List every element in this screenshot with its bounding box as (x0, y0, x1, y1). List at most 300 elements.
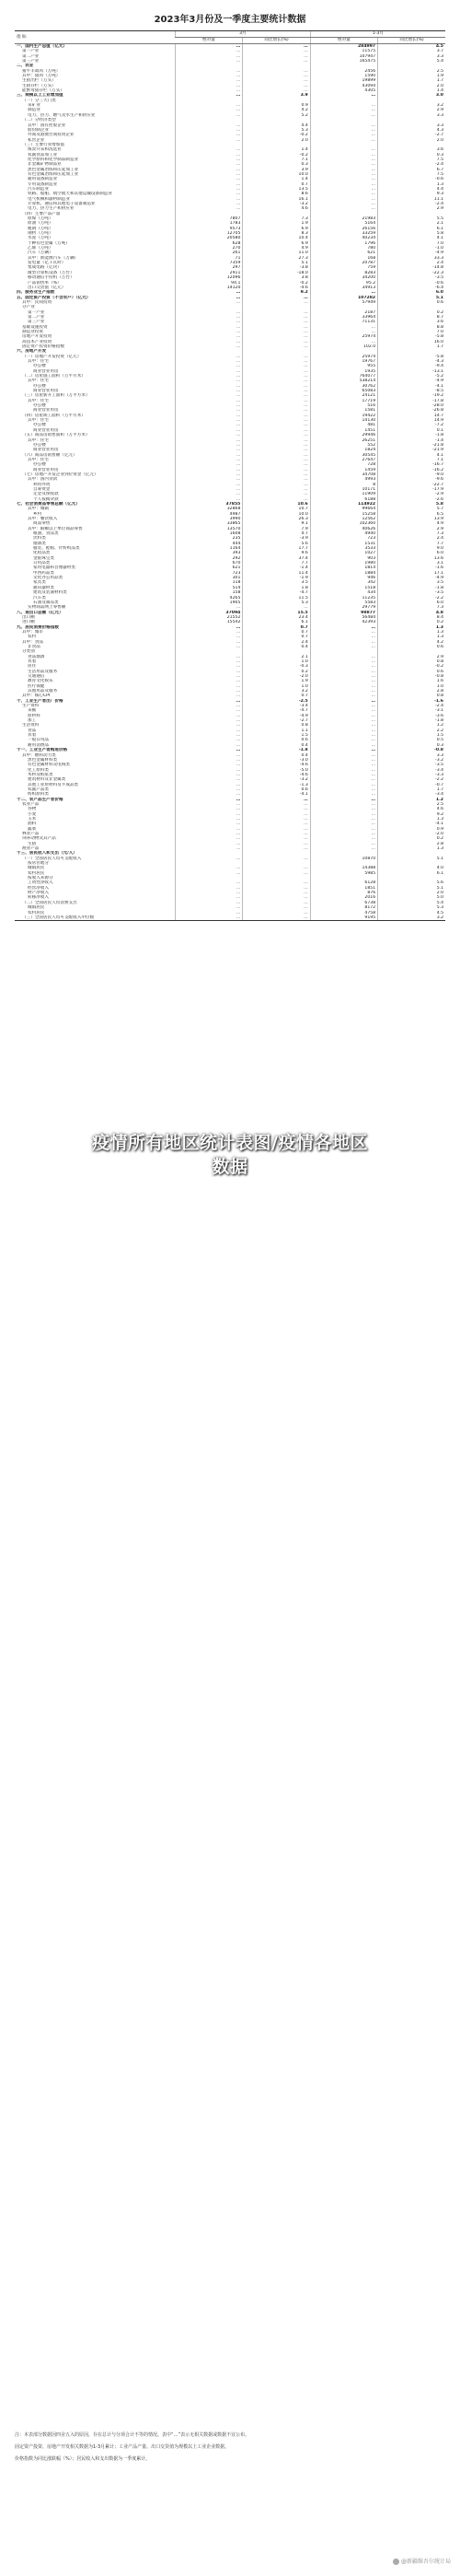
indicator-cell: （二）分经济类型 (22, 118, 56, 123)
q1-growth-cell: -9.0 (378, 472, 445, 477)
statistics-table (15, 30, 445, 921)
q1-absolute-cell: 99664 (310, 507, 377, 511)
march-growth-cell: 17.7 (243, 546, 310, 551)
q1-absolute-cell: 14388 (310, 866, 377, 870)
q1-growth-cell: 2.9 (378, 108, 445, 112)
indicator-cell: 外商及港澳台商投资企业 (28, 133, 75, 138)
indicator-cell: 加工 (28, 718, 37, 724)
march-absolute-cell: … (176, 670, 243, 674)
q1-growth-cell: -3.5 (378, 590, 445, 595)
q1-absolute-cell: 342 (310, 580, 377, 585)
march-absolute-cell: 2911 (176, 271, 243, 275)
q1-growth-cell: 1.2 (378, 723, 445, 728)
march-growth-cell: 0.7 (243, 182, 310, 187)
q1-absolute-cell: 20787 (310, 261, 377, 265)
indicator-cell: 铁路、船舶、航空航天和其他运输设备制造业 (28, 192, 112, 197)
q1-growth-cell: -4.3 (378, 359, 445, 364)
q1-growth-cell: 7.0 (378, 241, 445, 246)
q1-growth-cell: 5.8 (378, 502, 445, 507)
march-absolute-cell: … (176, 374, 243, 379)
q1-absolute-cell: … (310, 846, 377, 851)
indicator-cell: 按常住地分 (28, 861, 49, 867)
march-absolute-cell: … (176, 428, 243, 433)
q1-absolute-cell: … (310, 748, 377, 752)
q1-absolute-cell: 1884 (310, 571, 377, 576)
indicator-cell: 其中：住宅 (28, 418, 49, 424)
march-growth-cell: … (243, 355, 310, 359)
q1-absolute-cell: 284997 (310, 44, 377, 50)
march-absolute-cell: 235 (176, 536, 243, 541)
q1-absolute-cell: … (310, 202, 377, 206)
indicator-cell: 文化办公用品类 (33, 576, 63, 581)
q1-absolute-cell: … (310, 822, 377, 826)
march-absolute-cell: … (176, 832, 243, 836)
q1-growth-cell: -28.0 (378, 403, 445, 408)
march-growth-cell: -2.5 (243, 699, 310, 704)
march-growth-cell: 1.8 (243, 586, 310, 590)
q1-growth-cell: 4.9 (378, 521, 445, 526)
indicator-cell: （四）主要产品产量 (22, 211, 61, 216)
indicator-cell: 固定资产投资价格指数 (22, 344, 64, 349)
q1-growth-cell: -14.8 (378, 265, 445, 270)
q1-absolute-cell: 1796 (310, 241, 377, 246)
march-growth-cell: … (243, 817, 310, 822)
march-growth-cell: 1.9 (243, 679, 310, 683)
march-absolute-cell: … (176, 802, 243, 807)
q1-growth-cell: 2.5 (378, 802, 445, 807)
q1-growth-cell: 0.3 (378, 743, 445, 748)
march-growth-cell: … (243, 384, 310, 389)
q1-absolute-cell: 12562 (310, 517, 377, 521)
march-absolute-cell: 1164 (176, 546, 243, 551)
q1-absolute-cell: 40234 (310, 236, 377, 240)
march-absolute-cell: … (176, 369, 243, 374)
march-growth-cell: … (243, 905, 310, 910)
q1-growth-cell: -1.4 (378, 438, 445, 443)
march-absolute-cell: … (176, 822, 243, 826)
q1-absolute-cell: 1027 (310, 551, 377, 555)
q1-growth-cell: 3.5 (378, 580, 445, 585)
q1-growth-cell: -16.7 (378, 462, 445, 467)
q1-growth-cell: -1.6 (378, 699, 445, 704)
q1-growth-cell: 6.7 (378, 168, 445, 172)
indicator-cell: 通用设备制造业 (28, 177, 58, 182)
indicator-cell: 城镇居民 (28, 905, 45, 911)
march-growth-cell: -4.1 (243, 792, 310, 797)
q1-growth-cell: -4.9 (378, 251, 445, 255)
indicator-cell: 蔬菜 (28, 826, 37, 832)
march-growth-cell: 1.4 (243, 177, 310, 181)
q1-absolute-cell: … (310, 817, 377, 822)
q1-absolute-cell: 34200 (310, 275, 377, 280)
q1-growth-cell: 2.9 (378, 655, 445, 659)
indicator-cell: 粮油、食品类 (33, 531, 59, 537)
table-row (15, 915, 445, 921)
march-absolute-cell: 670 (176, 561, 243, 565)
indicator-cell: 第二产业 (22, 53, 40, 59)
indicator-cell: 商品零售 (33, 521, 51, 527)
march-growth-cell: … (243, 59, 310, 64)
q1-growth-cell: 2.5 (378, 69, 445, 74)
q1-absolute-cell: … (310, 787, 377, 792)
indicator-cell: 衣着 (28, 733, 37, 739)
q1-absolute-cell: … (310, 689, 377, 694)
march-absolute-cell: … (176, 915, 243, 921)
q1-absolute-cell: 168 (310, 256, 377, 261)
indicator-cell: 玉米 (28, 816, 37, 822)
march-growth-cell: 2.1 (243, 655, 310, 659)
q1-growth-cell: 3.6 (378, 147, 445, 152)
march-growth-cell: -3.4 (243, 704, 310, 708)
march-absolute-cell: … (176, 44, 243, 50)
march-absolute-cell: … (176, 714, 243, 718)
march-growth-cell: … (243, 857, 310, 861)
q1-absolute-cell: 5985 (310, 871, 377, 876)
march-growth-cell: 3.9 (243, 93, 310, 98)
march-absolute-cell: … (176, 330, 243, 334)
q1-absolute-cell: 25974 (310, 355, 377, 359)
march-growth-cell: … (243, 379, 310, 383)
q1-growth-cell: 2.1 (378, 221, 445, 226)
march-absolute-cell: … (176, 133, 243, 137)
q1-growth-cell: 14.9 (378, 418, 445, 423)
q1-absolute-cell: 1590 (310, 74, 377, 78)
indicator-cell: 居住 (28, 664, 37, 670)
q1-absolute-cell: … (310, 753, 377, 758)
q1-absolute-cell: … (310, 162, 377, 167)
indicator-cell: 原煤（万吨） (28, 216, 53, 222)
q1-growth-cell: 3.3 (378, 753, 445, 758)
q1-absolute-cell: 30545 (310, 453, 377, 458)
march-growth-cell: 0.7 (243, 630, 310, 635)
indicator-cell: 第一产业 (22, 49, 40, 54)
march-growth-cell: … (243, 477, 310, 482)
march-absolute-cell: 4987 (176, 512, 243, 517)
q1-absolute-cell: 107282 (310, 296, 377, 300)
march-absolute-cell: … (176, 477, 243, 482)
indicator-cell: 财产净收入 (28, 891, 49, 896)
march-absolute-cell: 1905 (176, 600, 243, 605)
march-growth-cell: 3.8 (243, 275, 310, 280)
q1-growth-cell: 4.1 (378, 453, 445, 458)
q1-absolute-cell: 11909 (310, 492, 377, 496)
march-growth-cell: 1.4 (243, 147, 310, 152)
q1-growth-cell: 2.0 (378, 138, 445, 143)
march-absolute-cell: … (176, 192, 243, 196)
indicator-cell: （一）全国居民人均可支配收入 (22, 856, 82, 861)
march-growth-cell: … (243, 49, 310, 53)
indicator-cell: 商业营业用房 (33, 368, 59, 374)
indicator-cell: 生猪 (28, 841, 37, 846)
q1-absolute-cell: … (310, 206, 377, 211)
march-absolute-cell: … (176, 462, 243, 467)
march-growth-cell: … (243, 393, 310, 398)
march-growth-cell: … (243, 836, 310, 841)
indicator-cell: 城镇居民 (28, 866, 45, 871)
march-absolute-cell: … (176, 605, 243, 610)
q1-growth-cell: -26.8 (378, 408, 445, 413)
indicator-cell: （六）商品房销售额（亿元） (22, 452, 77, 458)
indicator-cell: 第一产业 (28, 309, 45, 315)
indicator-cell: 能繁母猪存栏（万头） (22, 88, 64, 94)
statistics-sheet (15, 7, 445, 921)
indicator-cell: 粗钢（万吨） (28, 226, 53, 231)
q1-growth-cell: -3.5 (378, 763, 445, 767)
q1-absolute-cell: … (310, 340, 377, 344)
indicator-cell: 工资性净收入 (28, 880, 53, 886)
q1-growth-cell: 1.9 (378, 74, 445, 78)
q1-absolute-cell: 1531 (310, 542, 377, 546)
q1-growth-cell: -3.1 (378, 708, 445, 713)
q1-absolute-cell: 56484 (310, 615, 377, 620)
indicator-cell: 有色金属冶炼和压延加工业 (28, 171, 79, 177)
march-growth-cell: -3.8 (243, 265, 310, 270)
q1-absolute-cell: 24121 (310, 393, 377, 398)
q1-growth-cell: 7.5 (378, 157, 445, 162)
q1-growth-cell: 7.3 (378, 605, 445, 610)
q1-absolute-cell: … (310, 290, 377, 295)
march-growth-cell: 6.9 (243, 227, 310, 231)
q1-absolute-cell: 780 (310, 246, 377, 251)
indicator-cell: 商业营业用房 (33, 448, 59, 453)
indicator-cell: 服装、鞋帽、针纺织品类 (33, 546, 80, 552)
march-growth-cell: … (243, 891, 310, 895)
q1-growth-cell: -2.7 (378, 133, 445, 137)
indicator-cell: 办公楼 (33, 462, 46, 468)
march-absolute-cell: … (176, 836, 243, 841)
indicator-cell: 其中：民间投资 (22, 299, 52, 305)
march-growth-cell: … (243, 344, 310, 349)
indicator-cell: 汽车（万辆） (28, 251, 53, 256)
q1-growth-cell: 6.0 (378, 551, 445, 555)
march-growth-cell: … (243, 438, 310, 443)
q1-growth-cell: 7.1 (378, 458, 445, 462)
march-absolute-cell: … (176, 113, 243, 118)
q1-absolute-cell: 4993 (310, 477, 377, 482)
march-absolute-cell: … (176, 468, 243, 472)
march-absolute-cell: 393 (176, 551, 243, 555)
march-growth-cell: 0.7 (243, 625, 310, 630)
indicator-cell: 乡村 (33, 511, 42, 517)
indicator-cell: 其中：城市 (22, 629, 43, 635)
indicator-cell: （三）主要行业增加值 (22, 142, 64, 147)
q1-growth-cell: 2.0 (378, 891, 445, 895)
q1-absolute-cell: … (310, 630, 377, 635)
q1-absolute-cell: … (310, 842, 377, 846)
march-absolute-cell: 292 (176, 556, 243, 561)
march-absolute-cell: … (176, 403, 243, 408)
q1-growth-cell: -4.1 (378, 384, 445, 389)
indicator-cell: （七）房地产开发企业到位资金（亿元） (22, 472, 98, 477)
indicator-cell: 其中：住宅 (28, 457, 49, 462)
march-absolute-cell: … (176, 414, 243, 418)
q1-growth-cell: -0.2 (378, 664, 445, 669)
footnotes (15, 2431, 445, 2467)
q1-absolute-cell: 6738 (310, 901, 377, 905)
indicator-cell: 私营企业 (28, 137, 45, 143)
march-absolute-cell: … (176, 197, 243, 202)
q1-growth-cell: -3.6 (378, 714, 445, 718)
q1-absolute-cell: … (310, 792, 377, 797)
march-growth-cell: 10.0 (243, 512, 310, 517)
march-absolute-cell: … (176, 320, 243, 324)
march-growth-cell: 37.4 (243, 556, 310, 561)
indicator-cell: （三）房屋新开工面积（万平方米） (22, 393, 90, 399)
q1-growth-cell: 0.6 (378, 645, 445, 649)
q1-growth-cell: 6.0 (378, 290, 445, 295)
march-growth-cell: 2.4 (243, 640, 310, 645)
indicator-cell: 利用外资 (33, 482, 51, 487)
indicator-cell: 第三产业 (28, 320, 45, 325)
q1-absolute-cell: 34913 (310, 286, 377, 290)
march-growth-cell: … (243, 69, 310, 74)
march-absolute-cell: … (176, 895, 243, 900)
march-absolute-cell: … (176, 290, 243, 295)
q1-absolute-cell: 26156 (310, 227, 377, 231)
march-growth-cell: … (243, 54, 310, 59)
indicator-cell: 二、农业 (17, 64, 34, 69)
q1-growth-cell: 5.4 (378, 59, 445, 64)
q1-growth-cell: 16.0 (378, 340, 445, 344)
q1-growth-cell: -8.5 (378, 389, 445, 393)
indicator-cell: 化学原料和化学制品制造业 (28, 157, 79, 162)
q1-absolute-cell: … (310, 723, 377, 728)
indicator-cell: 医疗保健 (28, 683, 45, 689)
q1-absolute-cell: … (310, 674, 377, 679)
march-absolute-cell: … (176, 905, 243, 910)
q1-absolute-cell: … (310, 758, 377, 763)
q1-absolute-cell: … (310, 718, 377, 723)
q1-absolute-cell: … (310, 168, 377, 172)
indicator-cell: 电力、热力、燃气及水生产和供应业 (28, 112, 96, 118)
march-growth-cell: … (243, 827, 310, 832)
q1-absolute-cell: … (310, 133, 377, 137)
q1-absolute-cell: … (310, 699, 377, 704)
march-absolute-cell: … (176, 202, 243, 206)
indicator-cell: 自筹资金 (33, 486, 51, 492)
indicator-cell: 七、社会消费品零售总额（亿元） (17, 501, 80, 507)
march-absolute-cell: … (176, 891, 243, 895)
march-absolute-cell: … (176, 123, 243, 128)
march-growth-cell: 0.6 (243, 787, 310, 792)
q1-absolute-cell: 2456 (310, 69, 377, 74)
indicator-cell: 农村居民 (28, 870, 45, 876)
march-absolute-cell: 723 (176, 571, 243, 576)
q1-absolute-cell: … (310, 738, 377, 742)
indicator-cell: 其中：食品 (22, 639, 43, 645)
march-growth-cell: 8.6 (243, 192, 310, 196)
march-growth-cell: … (243, 880, 310, 885)
march-growth-cell: 0.4 (243, 743, 310, 748)
q1-absolute-cell: … (310, 768, 377, 773)
march-growth-cell: … (243, 330, 310, 334)
march-absolute-cell: … (176, 423, 243, 427)
march-growth-cell: … (243, 812, 310, 817)
q1-growth-cell: -19.2 (378, 393, 445, 398)
indicator-cell: 其中：住宅 (28, 398, 49, 403)
march-growth-cell: -1.4 (243, 565, 310, 570)
indicator-cell: 其中：住宅 (28, 359, 49, 364)
march-growth-cell: -3.9 (243, 536, 310, 541)
march-growth-cell: … (243, 497, 310, 502)
q1-growth-cell: -1.8 (378, 433, 445, 437)
march-growth-cell: … (243, 487, 310, 492)
q1-absolute-cell: 5164 (310, 221, 377, 226)
march-growth-cell: … (243, 418, 310, 423)
march-growth-cell: … (243, 842, 310, 846)
q1-growth-cell: 3.0 (378, 93, 445, 98)
q1-absolute-cell: 516 (310, 403, 377, 408)
q1-growth-cell: 4.6 (378, 807, 445, 811)
march-growth-cell: 5.1 (243, 261, 310, 265)
march-absolute-cell: … (176, 798, 243, 802)
march-growth-cell: 4.7 (243, 531, 310, 536)
source-credit-text: @新疆维吾尔统计局 (400, 2559, 451, 2565)
march-absolute-cell: … (176, 708, 243, 713)
q1-absolute-cell: 34708 (310, 472, 377, 477)
march-growth-cell: … (243, 911, 310, 915)
march-growth-cell: -1.9 (243, 576, 310, 580)
q1-growth-cell: 7.5 (378, 172, 445, 177)
q1-growth-cell: 1.3 (378, 817, 445, 822)
march-growth-cell: … (243, 340, 310, 344)
march-absolute-cell: … (176, 458, 243, 462)
indicator-cell: 办公楼 (33, 403, 46, 409)
q1-absolute-cell: … (310, 733, 377, 738)
q1-absolute-cell: 98877 (310, 611, 377, 615)
march-growth-cell: … (243, 44, 310, 50)
march-absolute-cell: … (176, 448, 243, 452)
march-growth-cell: … (243, 433, 310, 437)
march-absolute-cell: 15542 (176, 620, 243, 624)
march-absolute-cell: 13570 (176, 527, 243, 531)
indicator-cell: 食品烟酒 (28, 654, 45, 659)
march-absolute-cell: … (176, 187, 243, 192)
march-absolute-cell: 297 (176, 265, 243, 270)
indicator-cell: 林业产品 (22, 832, 40, 836)
march-growth-cell: -18.0 (243, 271, 310, 275)
q1-absolute-cell: 26251 (310, 438, 377, 443)
march-growth-cell: … (243, 359, 310, 364)
indicator-cell: 制造业 (28, 108, 40, 113)
march-absolute-cell: … (176, 763, 243, 767)
march-growth-cell: -3.2 (243, 202, 310, 206)
march-absolute-cell: 621 (176, 565, 243, 570)
march-absolute-cell: … (176, 729, 243, 733)
march-growth-cell: 0.3 (243, 162, 310, 167)
footnote: 固定资产投资、房地产开发相关数据为1-3月累计；工业产品产量、出口交货值为规模以上工业企业数据。 (15, 2444, 230, 2450)
q1-growth-cell: 0.3 (378, 153, 445, 157)
march-growth-cell: … (243, 605, 310, 610)
march-absolute-cell: … (176, 659, 243, 664)
march-absolute-cell: 33865 (176, 521, 243, 526)
indicator-cell: 其中：新能源汽车（万辆） (28, 255, 79, 261)
q1-growth-cell: 9.0 (378, 546, 445, 551)
q1-absolute-cell: 11235 (310, 596, 377, 600)
indicator-cell: 生猪出栏（万头） (22, 78, 56, 84)
march-absolute-cell: … (176, 472, 243, 477)
q1-growth-cell: -3.4 (378, 768, 445, 773)
march-absolute-cell: … (176, 812, 243, 817)
q1-absolute-cell: 764077 (310, 374, 377, 379)
q1-absolute-cell: 1459 (310, 468, 377, 472)
march-absolute-cell: … (176, 704, 243, 708)
q1-growth-cell: 0.2 (378, 310, 445, 315)
q1-absolute-cell: 42393 (310, 620, 377, 624)
indicator-cell: 原油（万吨） (28, 221, 53, 227)
march-absolute-cell: … (176, 162, 243, 167)
q1-growth-cell: 5.3 (378, 905, 445, 910)
